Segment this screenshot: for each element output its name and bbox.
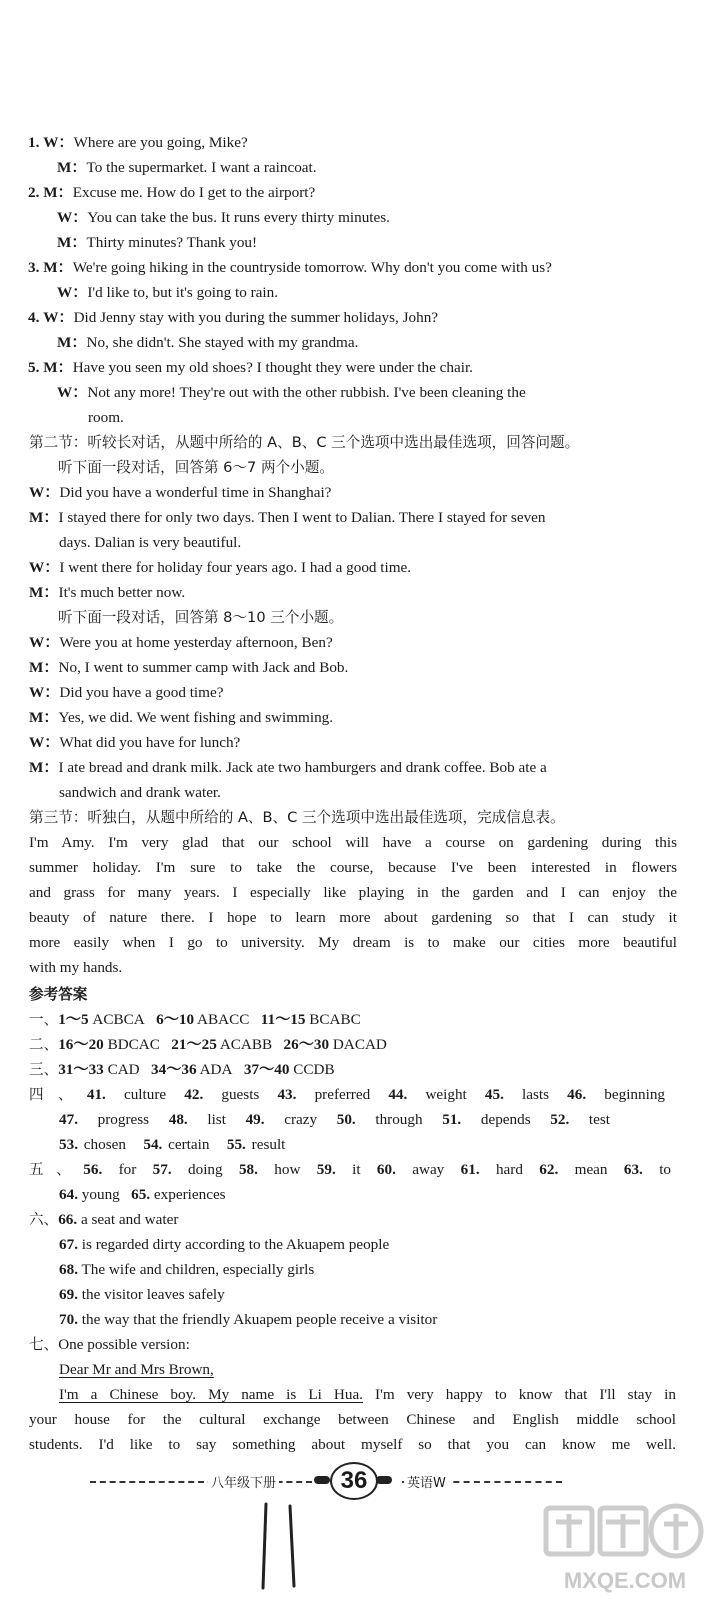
dialog-line: W：Did you have a wonderful time in Shanghai? bbox=[29, 484, 332, 501]
letter-salutation: Dear Mr and Mrs Brown, bbox=[59, 1361, 214, 1378]
section3-heading: 第三节：听独白，从题中所给的 A、B、C 三个选项中选出最佳选项，完成信息表。 bbox=[29, 809, 565, 826]
answers-part-four-row: 四、41. culture 42. guests 43. preferred 44. weight 45. lasts 46. beginning bbox=[29, 1086, 666, 1103]
dialog-line: M：I ate bread and drank milk. Jack ate two hamburgers and drank coffee. Bob ate a bbox=[29, 759, 547, 776]
page-badge-wing bbox=[376, 1476, 392, 1484]
answers-heading: 参考答案 bbox=[29, 986, 88, 1003]
answers-part-six-item: 67. is regarded dirty according to the Akuapem people bbox=[59, 1236, 390, 1253]
monologue-line: beauty of nature there. I hope to learn more about gardening so that I can study it bbox=[29, 909, 677, 926]
answers-part-two: 二、16～20 BDCAC 21～25 ACABB 26～30 DACAD bbox=[29, 1036, 387, 1053]
dialog-line: sandwich and drank water. bbox=[59, 784, 221, 801]
section2-heading: 第二节：听较长对话，从题中所给的 A、B、C 三个选项中选出最佳选项，回答问题。 bbox=[29, 434, 580, 451]
answers-part-three: 三、31～33 CAD 34～36 ADA 37～40 CCDB bbox=[29, 1061, 335, 1078]
dialog-line: W：Not any more! They're out with the other rubbish. I've been cleaning the bbox=[57, 384, 526, 401]
letter-line: students. I'd like to say something about myself so that you can know me well. bbox=[29, 1436, 676, 1453]
dialog-line: 2. M：Excuse me. How do I get to the airport? bbox=[28, 184, 316, 201]
dialog-line: days. Dalian is very beautiful. bbox=[59, 534, 242, 551]
dialog-line: 4. W：Did Jenny stay with you during the summer holidays, John? bbox=[28, 309, 439, 326]
dialog-line: W：Were you at home yesterday afternoon, Ben? bbox=[29, 634, 333, 651]
monologue-line: I'm Amy. I'm very glad that our school will have a course on gardening during this bbox=[29, 834, 677, 851]
answers-part-six-item: 70. the way that the friendly Akuapem people receive a visitor bbox=[59, 1311, 438, 1328]
dialog-line: W：You can take the bus. It runs every thirty minutes. bbox=[57, 209, 390, 226]
answers-part-four-row: 47. progress 48. list 49. crazy 50. through 51. depends 52. test bbox=[59, 1111, 610, 1128]
answers-part-one: 一、1～5 ACBCA 6～10 ABACC 11～15 BCABC bbox=[29, 1011, 361, 1028]
section2-instruction-8-10: 听下面一段对话，回答第 8～10 三个小题。 bbox=[58, 609, 344, 626]
dialog-line: W：I went there for holiday four years ago. I had a good time. bbox=[29, 559, 412, 576]
dialog-line: M：Thirty minutes? Thank you! bbox=[57, 234, 258, 251]
watermark-text: MXQE.COM bbox=[563, 1568, 687, 1593]
section2-instruction-6-7: 听下面一段对话，回答第 6～7 两个小题。 bbox=[58, 459, 334, 476]
letter-line: your house for the cultural exchange between Chinese and English middle school bbox=[29, 1411, 676, 1428]
dialog-line: W：What did you have for lunch? bbox=[29, 734, 241, 751]
answers-part-seven-intro: 七、One possible version: bbox=[29, 1336, 190, 1353]
monologue-line: with my hands. bbox=[29, 959, 123, 976]
monologue-line: and grass for many years. I especially like playing in the garden and I can enjoy the bbox=[29, 884, 677, 901]
answers-part-six-item: 68. The wife and children, especially girls bbox=[59, 1261, 315, 1278]
page-number: 36 bbox=[330, 1462, 378, 1500]
footer-subject: 英语W bbox=[404, 1472, 449, 1491]
dialog-line: 5. M：Have you seen my old shoes? I thought they were under the chair. bbox=[28, 359, 473, 376]
answers-part-four-row: 53. chosen 54. certain 55. result bbox=[59, 1136, 286, 1153]
dialog-line: 3. M：We're going hiking in the countryside tomorrow. Why don't you come with us? bbox=[28, 259, 552, 276]
dialog-line: M：No, I went to summer camp with Jack and Bob. bbox=[29, 659, 349, 676]
monologue-line: more easily when I go to university. My dream is to make our cities more beautiful bbox=[29, 934, 677, 951]
letter-line: I'm a Chinese boy. My name is Li Hua. I'm very happy to know that I'll stay in bbox=[59, 1386, 676, 1403]
dialog-line: M：To the supermarket. I want a raincoat. bbox=[57, 159, 317, 176]
answers-part-five-row: 五、56. for 57. doing 58. how 59. it 60. away 61. hard 62. mean 63. to bbox=[29, 1161, 672, 1178]
answers-part-five-row: 64. young 65. experiences bbox=[59, 1186, 226, 1203]
dialog-line: M：No, she didn't. She stayed with my grandma. bbox=[57, 334, 359, 351]
page-badge-wing bbox=[314, 1476, 330, 1484]
dialog-line: W：Did you have a good time? bbox=[29, 684, 224, 701]
answers-part-six-item: 六、66. a seat and water bbox=[29, 1211, 179, 1228]
monologue-line: summer holiday. I'm sure to take the course, because I've been interested in flowers bbox=[29, 859, 677, 876]
dialog-line: M：I stayed there for only two days. Then I went to Dalian. There I stayed for seven bbox=[29, 509, 546, 526]
handwritten-scribble bbox=[252, 1500, 312, 1592]
dialog-line: W：I'd like to, but it's going to rain. bbox=[57, 284, 279, 301]
dialog-line: room. bbox=[88, 409, 124, 426]
dialog-line: 1. W：Where are you going, Mike? bbox=[28, 134, 248, 151]
answers-part-six-item: 69. the visitor leaves safely bbox=[59, 1286, 225, 1303]
footer-grade: 八年级下册 bbox=[208, 1472, 279, 1491]
dialog-line: M：It's much better now. bbox=[29, 584, 186, 601]
watermark-logo bbox=[540, 1500, 710, 1596]
dialog-line: M：Yes, we did. We went fishing and swimming. bbox=[29, 709, 334, 726]
